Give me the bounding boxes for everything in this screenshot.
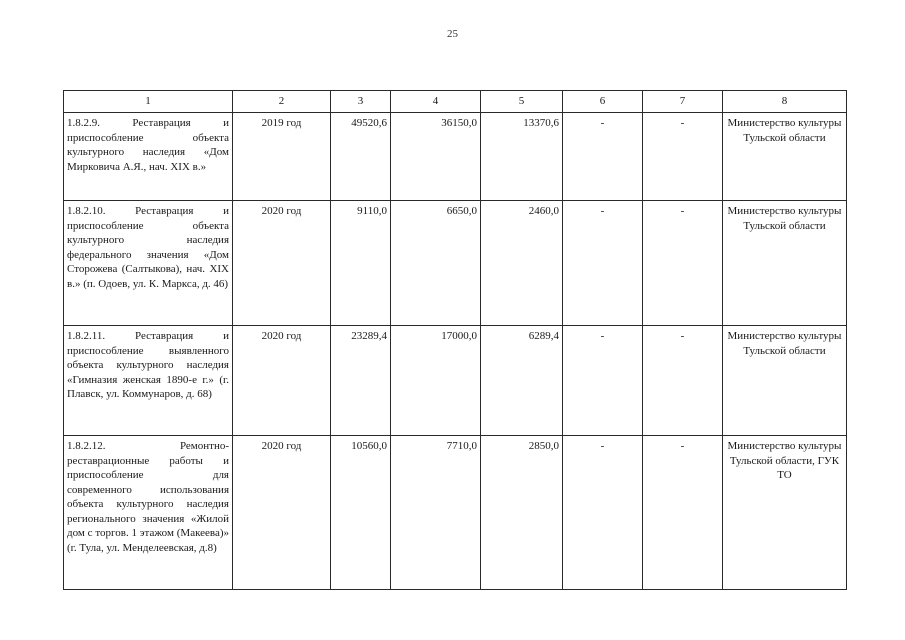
- row-col6: -: [563, 326, 643, 436]
- budget-table: [63, 90, 847, 590]
- row-description: 1.8.2.12. Ремонтно-реставрационные работы и приспособление для современного использования объекта культурного наследия регионального значения «Жилой дом с торгов. 1 этажом (Макеева)» (г. Тула, ул. Менделеевская, д.8): [64, 436, 233, 590]
- row-description: 1.8.2.10. Реставрация и приспособление объекта культурного наследия федерального значения «Дом Сторожева (Салтыкова), нач. XIX в.» (п. Одоев, ул. К. Маркса, д. 46): [64, 201, 233, 326]
- row-col4: 17000,0: [391, 326, 481, 436]
- column-header: 7: [643, 91, 723, 113]
- row-executor: Министерство культуры Тульской области: [723, 113, 847, 201]
- row-col7: -: [643, 326, 723, 436]
- row-year: 2020 год: [233, 326, 331, 436]
- row-col7: -: [643, 201, 723, 326]
- column-header: 3: [331, 91, 391, 113]
- table-row: [64, 113, 847, 201]
- column-header: 2: [233, 91, 331, 113]
- column-header: 5: [481, 91, 563, 113]
- table-row: [64, 201, 847, 326]
- page-number: 25: [447, 28, 458, 40]
- row-col7: -: [643, 113, 723, 201]
- row-year: 2019 год: [233, 113, 331, 201]
- row-col6: -: [563, 436, 643, 590]
- row-col3: 9110,0: [331, 201, 391, 326]
- table-row: [64, 436, 847, 590]
- column-header: 4: [391, 91, 481, 113]
- row-year: 2020 год: [233, 201, 331, 326]
- row-col4: 36150,0: [391, 113, 481, 201]
- row-col5: 13370,6: [481, 113, 563, 201]
- row-col5: 2850,0: [481, 436, 563, 590]
- row-year: 2020 год: [233, 436, 331, 590]
- table-row: [64, 326, 847, 436]
- row-col5: 6289,4: [481, 326, 563, 436]
- row-executor: Министерство культуры Тульской области: [723, 201, 847, 326]
- row-col5: 2460,0: [481, 201, 563, 326]
- column-header: 6: [563, 91, 643, 113]
- row-description: 1.8.2.11. Реставрация и приспособление выявленного объекта культурного наследия «Гимназия женская 1890-е г.» (г. Плавск, ул. Коммунаров, д. 68): [64, 326, 233, 436]
- row-col4: 6650,0: [391, 201, 481, 326]
- row-description: 1.8.2.9. Реставрация и приспособление объекта культурного наследия «Дом Мирковича А.Я., нач. XIX в.»: [64, 113, 233, 201]
- row-col3: 49520,6: [331, 113, 391, 201]
- row-col6: -: [563, 201, 643, 326]
- column-header: 8: [723, 91, 847, 113]
- row-executor: Министерство культуры Тульской области, ГУК ТО: [723, 436, 847, 590]
- row-col6: -: [563, 113, 643, 201]
- row-col7: -: [643, 436, 723, 590]
- row-col3: 23289,4: [331, 326, 391, 436]
- column-header: 1: [64, 91, 233, 113]
- row-col3: 10560,0: [331, 436, 391, 590]
- row-col4: 7710,0: [391, 436, 481, 590]
- header-row: [64, 91, 847, 113]
- row-executor: Министерство культуры Тульской области: [723, 326, 847, 436]
